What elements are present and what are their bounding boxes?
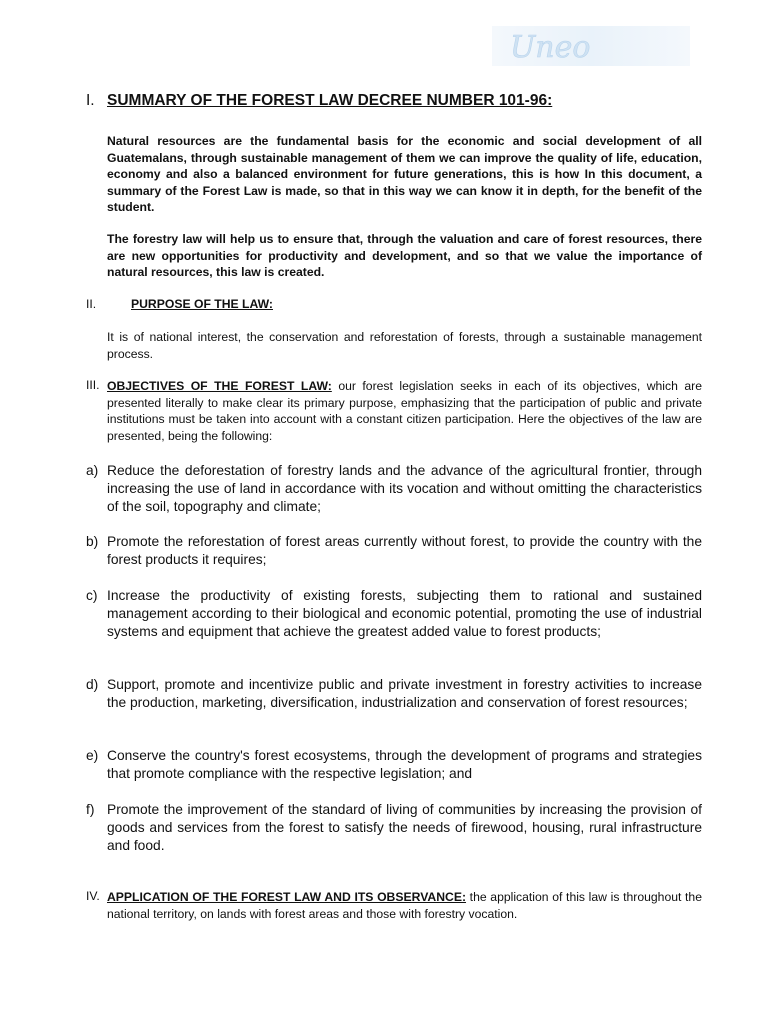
- intro-paragraph-1: Natural resources are the fundamental basis for the economic and social development of all Guatemalans, through sustainable management of them we can improve the quality of life, education, economy and also a balanced environment for future generations, this is how In this document, a summary of the Forest Law is made, so that in this way we can know it in depth, for the benefit of the student.: [107, 134, 702, 214]
- objective-label: f): [86, 802, 95, 817]
- objective-label: a): [86, 463, 99, 478]
- objective-item: [86, 587, 702, 641]
- objective-text: Promote the improvement of the standard of living of communities by increasing the provision of goods and services from the forest to satisfy the needs of firewood, housing, rural infrastructure and food.: [107, 802, 702, 853]
- objective-label: e): [86, 748, 99, 763]
- logo-mark: [492, 26, 690, 66]
- objective-text: Reduce the deforestation of forestry lands and the advance of the agricultural frontier, through increasing the use of land in accordance with its vocation and without omitting the characteristics of the soil, topography and climate;: [107, 463, 702, 514]
- objective-item: [86, 676, 702, 712]
- section-3-title: OBJECTIVES OF THE FOREST LAW:: [107, 379, 332, 393]
- objective-item: [86, 801, 702, 855]
- objective-item: [86, 747, 702, 783]
- objective-label: d): [86, 677, 99, 692]
- purpose-paragraph: It is of national interest, the conservation and reforestation of forests, through a sustainable management process.: [107, 330, 702, 361]
- objective-item: [86, 462, 702, 516]
- objective-text: Increase the productivity of existing forests, subjecting them to rational and sustained management according to their biological and economic potential, promoting the use of industrial systems and equipment that achieve the greatest added value to forest products;: [107, 588, 702, 639]
- svg-text:Uneo: Uneo: [510, 30, 591, 65]
- objective-text: Conserve the country's forest ecosystems, through the development of programs and strategies that promote compliance with the respective legislation; and: [107, 748, 702, 781]
- section-3-numeral: III.: [86, 378, 100, 392]
- section-2-numeral: II.: [86, 297, 97, 311]
- objective-text: Promote the reforestation of forest areas currently without forest, to provide the country with the forest products it requires;: [107, 534, 702, 567]
- section-1-numeral: I.: [86, 92, 95, 109]
- objectives-intro-paragraph: [107, 378, 702, 444]
- logo: [492, 26, 690, 66]
- section-4-numeral: IV.: [86, 889, 100, 903]
- application-text: the application of this law is throughout the national territory, on lands with forest areas and those with forestry vocation.: [107, 890, 702, 921]
- section-4-title: APPLICATION OF THE FOREST LAW AND ITS OBSERVANCE:: [107, 890, 467, 904]
- intro-paragraph-2: The forestry law will help us to ensure that, through the valuation and care of forest resources, there are new opportunities for productivity and development, and so that we value the importance of natural resources, this law is created.: [107, 232, 702, 279]
- objective-label: b): [86, 534, 99, 549]
- objective-label: c): [86, 588, 98, 603]
- section-1-title: SUMMARY OF THE FOREST LAW DECREE NUMBER 101-96:: [107, 92, 553, 109]
- objectives-intro-text: our forest legislation seeks in each of its objectives, which are presented literally to make clear its primary purpose, emphasizing that the participation of public and private institutions must be taken into account with a constant citizen participation. Here the objectives of the law are presented, being the following:: [107, 379, 702, 443]
- objective-item: [86, 533, 702, 569]
- section-2-title: PURPOSE OF THE LAW:: [131, 297, 273, 311]
- objective-text: Support, promote and incentivize public and private investment in forestry activities to increase the production, marketing, diversification, industrialization and conservation of forest resources;: [107, 677, 702, 710]
- application-paragraph: [107, 889, 702, 922]
